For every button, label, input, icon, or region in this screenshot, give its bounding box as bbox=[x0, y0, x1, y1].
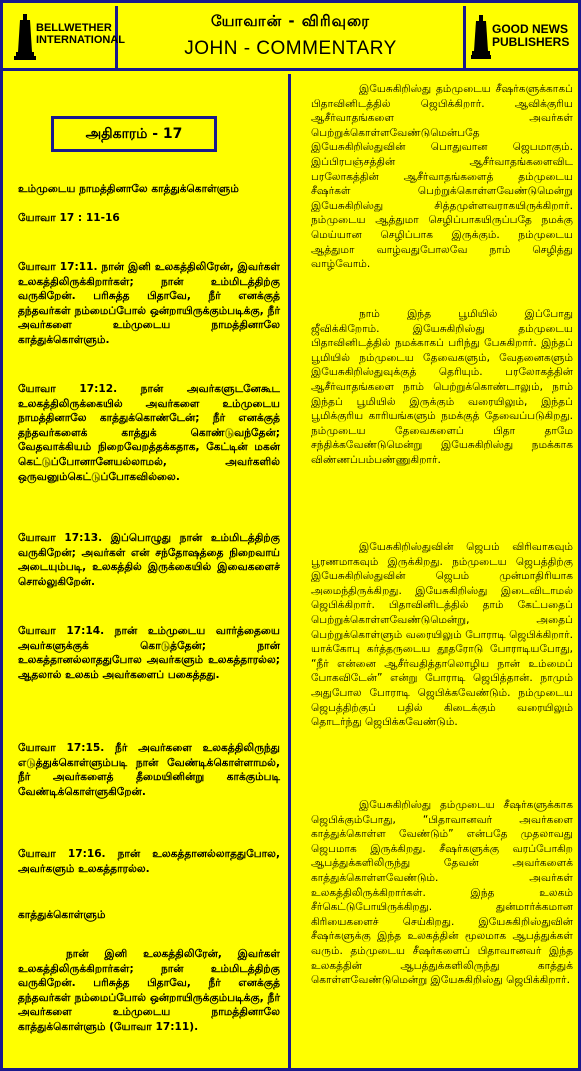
subheading: காத்துக்கொள்ளும் bbox=[18, 909, 106, 921]
good-news-logo-icon bbox=[471, 15, 491, 59]
good-news-logo-text: GOOD NEWS PUBLISHERS bbox=[492, 22, 570, 49]
right-column bbox=[294, 74, 581, 1071]
header bbox=[3, 3, 578, 71]
commentary-paragraph: இயேசுகிறிஸ்துவின் ஜெபம் விரிவாகவும் பூரணமாகவும் இருக்கிறது. நம்முடைய ஜெபத்திற்கு இயேசுகிறிஸ்துவின் ஜெபம் முன்மாதிரியாக அமைந்திருக்கிறது. இயேசுகிறிஸ்து இடைவிடாமல் ஜெபிக்கிறார். பிதாவினிடத்தில் தாம் கேட்பதைப் பெற்றுக்கொள்ளவேண்டுமென்று, அதைப் பெற்றுக்கொள்ளும் வரையிலும் போராடி ஜெபிக்கிறார். யாக்கோபு கர்த்தருடைய தூதரோடு போராடியபோது, “நீர் என்னை ஆசீர்வதித்தாலொழிய நான் உம்மைப் போகவிடேன்” என்று போராடி ஜெபித்தான். நாமும் அதுபோல போராடி ஜெபிக்கவேண்டும். நம்முடைய ஜெபத்திற்குப் பதில் கிடைக்கும் வரையிலும் தொடர்ந்து ஜெபிக்கவேண்டும். bbox=[311, 541, 573, 729]
chapter-heading: அதிகாரம் - 17 bbox=[51, 116, 217, 152]
bellwether-logo-text: BELLWETHER INTERNATIONAL bbox=[36, 22, 126, 46]
verse-11: யோவா 17:11. நான் இனி உலகத்திலிரேன், இவர்கள் உலகத்திலிருக்கிறார்கள்; நான் உம்மிடத்திற்கு வருகிறேன். பரிசுத்த பிதாவே, நீர் எனக்குத் தந்தவர்கள் நம்மைப்போல் ஒன்றாயிருக்கும்படிக்கு, நீர் அவர்களை உம்முடைய நாமத்தினாலே காத்துக்கொள்ளும். bbox=[18, 261, 280, 346]
left-column bbox=[6, 74, 291, 1071]
verse-16: யோவா 17:16. நான் உலகத்தானல்லாததுபோல, அவர்களும் உலகத்தாரல்ல. bbox=[18, 848, 280, 875]
verse-13: யோவா 17:13. இப்பொழுது நான் உம்மிடத்திற்கு வருகிறேன்; அவர்கள் என் சந்தோஷத்தை நிறைவாய் அடையும்படி, உலகத்தில் இருக்கையில் இவைகளைச் சொல்லுகிறேன். bbox=[18, 532, 280, 588]
title-tamil: யோவான் - விரிவுரை bbox=[211, 12, 370, 30]
good-news-logo bbox=[463, 6, 575, 68]
verse-12: யோவா 17:12. நான் அவர்களுடனேகூட உலகத்திலிருக்கையில் அவர்களை உம்முடைய நாமத்தினாலே காத்துக்கொண்டேன்; நீர் எனக்குத் தந்தவர்களைக் காத்துக் கொண்டுவந்தேன்; வேதவாக்கியம் நிறைவேறத்தக்கதாக, கேட்டின் மகன் கெட்டுப்போனானேயல்லாமல், அவர்களில் ஒருவனும்கெட்டுப்போகவில்லை. bbox=[18, 383, 280, 483]
section-reference: யோவா 17 : 11-16 bbox=[18, 212, 120, 224]
bellwether-logo bbox=[6, 6, 126, 68]
section-title: உம்முடைய நாமத்தினாலே காத்துக்கொள்ளும் bbox=[18, 183, 239, 195]
commentary-paragraph: இயேசுகிறிஸ்து தம்முடைய சீஷர்களுக்காகப் பிதாவினிடத்தில் ஜெபிக்கிறார். ஆவிக்குரிய ஆசீர்வாதங்களை அவர்கள் பெற்றுக்கொள்ளவேண்டுமென்பதே இயேசுகிறிஸ்துவின் பொதுவான ஜெபமாகும். இப்பிரபஞ்சத்தின் ஆசீர்வாதங்களைவிட பரலோகத்தின் ஆசீர்வாதங்களைத் தம்முடைய சீஷர்கள் பெற்றுக்கொள்ளவேண்டுமென்று இயேசுகிறிஸ்து சித்தமுள்ளவராகயிருக்கிறார். நம்முடைய ஆத்துமா செழிப்பாகயிருப்பதே நமக்கு மெய்யான செழிப்பாக இருக்கும். நம்முடைய ஆத்துமா வாழ்வதுபோலவே நாம் செழித்து வாழ்வோம். bbox=[311, 83, 573, 271]
title-english: JOHN - COMMENTARY bbox=[184, 38, 397, 59]
commentary-paragraph: நாம் இந்த பூமியில் இப்போது ஜீவிக்கிறோம். இயேசுகிறிஸ்து தம்முடைய பிதாவினிடத்தில் நமக்காகப் பரிந்து பேசுகிறார். இந்தப் பூமியில் நம்முடைய தேவைகளும், வேதனைகளும் இயேசுகிறிஸ்துவுக்குத் தெரியும். பரலோகத்தின் ஆசீர்வாதங்களை நாம் பெற்றுக்கொண்டாலும், நாம் இந்தப் பூமியில் இருக்கும் வரையிலும், இந்தப் பூமிக்குரிய காரியங்களும் நமக்குத் தேவைப்படுகிறது. நம்முடைய தேவைகளைப் பிதா தாமே சந்திக்கவேண்டுமென்று இயேசுகிறிஸ்து நமக்காக விண்ணப்பம்பண்ணுகிறார். bbox=[311, 308, 573, 466]
key-verse: நான் இனி உலகத்திலிரேன், இவர்கள் உலகத்திலிருக்கிறார்கள்; நான் உம்மிடத்திற்கு வருகிறேன். பரிசுத்த பிதாவே, நீர் எனக்குத் தந்தவர்கள் நம்மைப்போல் ஒன்றாயிருக்கும்படிக்கு, நீர் அவர்களை உம்முடைய நாமத்தினாலே காத்துக்கொள்ளும் (யோவா 17:11). bbox=[18, 948, 280, 1033]
bellwether-logo-icon bbox=[14, 14, 36, 60]
commentary-paragraph: இயேசுகிறிஸ்து தம்முடைய சீஷர்களுக்காக ஜெபிக்கும்போது, “பிதாவானவர் அவர்களை காத்துக்கொள்ள வேண்டும்” என்பதே முதலாவது ஜெபமாக இருக்கிறது. சீஷர்களுக்கு வரப்போகிற ஆபத்துக்களிலிருந்து தேவன் அவர்களைக் காத்துக்கொள்ளவேண்டும். அவர்கள் உலகத்திலிருக்கிறார்கள். இந்த உலகம் சீர்கெட்டுபோயிருக்கிறது. துன்மார்க்கமான கிரியைகளைச் செய்கிறது. இயேசுகிறிஸ்துவின் சீஷர்களுக்கு இந்த உலகத்தின் மூலமாக ஆபத்துக்கள் வரும். தம்முடைய சீஷர்களைப் பிதாவானவர் இந்த உலகத்தின் ஆபத்துக்களிலிருந்து காத்துக் கொள்ளவேண்டுமென்று இயேசுகிறிஸ்து ஜெபிக்கிறார். bbox=[311, 799, 573, 987]
verse-15: யோவா 17:15. நீர் அவர்களை உலகத்திலிருந்து எடுத்துக்கொள்ளும்படி நான் வேண்டிக்கொள்ளாமல், நீர் அவர்களைத் தீமையினின்று காக்கும்படி வேண்டிக்கொள்ளுகிறேன். bbox=[18, 742, 280, 798]
title-area bbox=[121, 6, 460, 68]
verse-14: யோவா 17:14. நான் உம்முடைய வார்த்தையை அவர்களுக்குக் கொடுத்தேன்; நான் உலகத்தானல்லாததுபோல அவர்களும் உலகத்தாரல்ல; ஆதலால் உலகம் அவர்களைப் பகைத்தது. bbox=[18, 625, 280, 681]
